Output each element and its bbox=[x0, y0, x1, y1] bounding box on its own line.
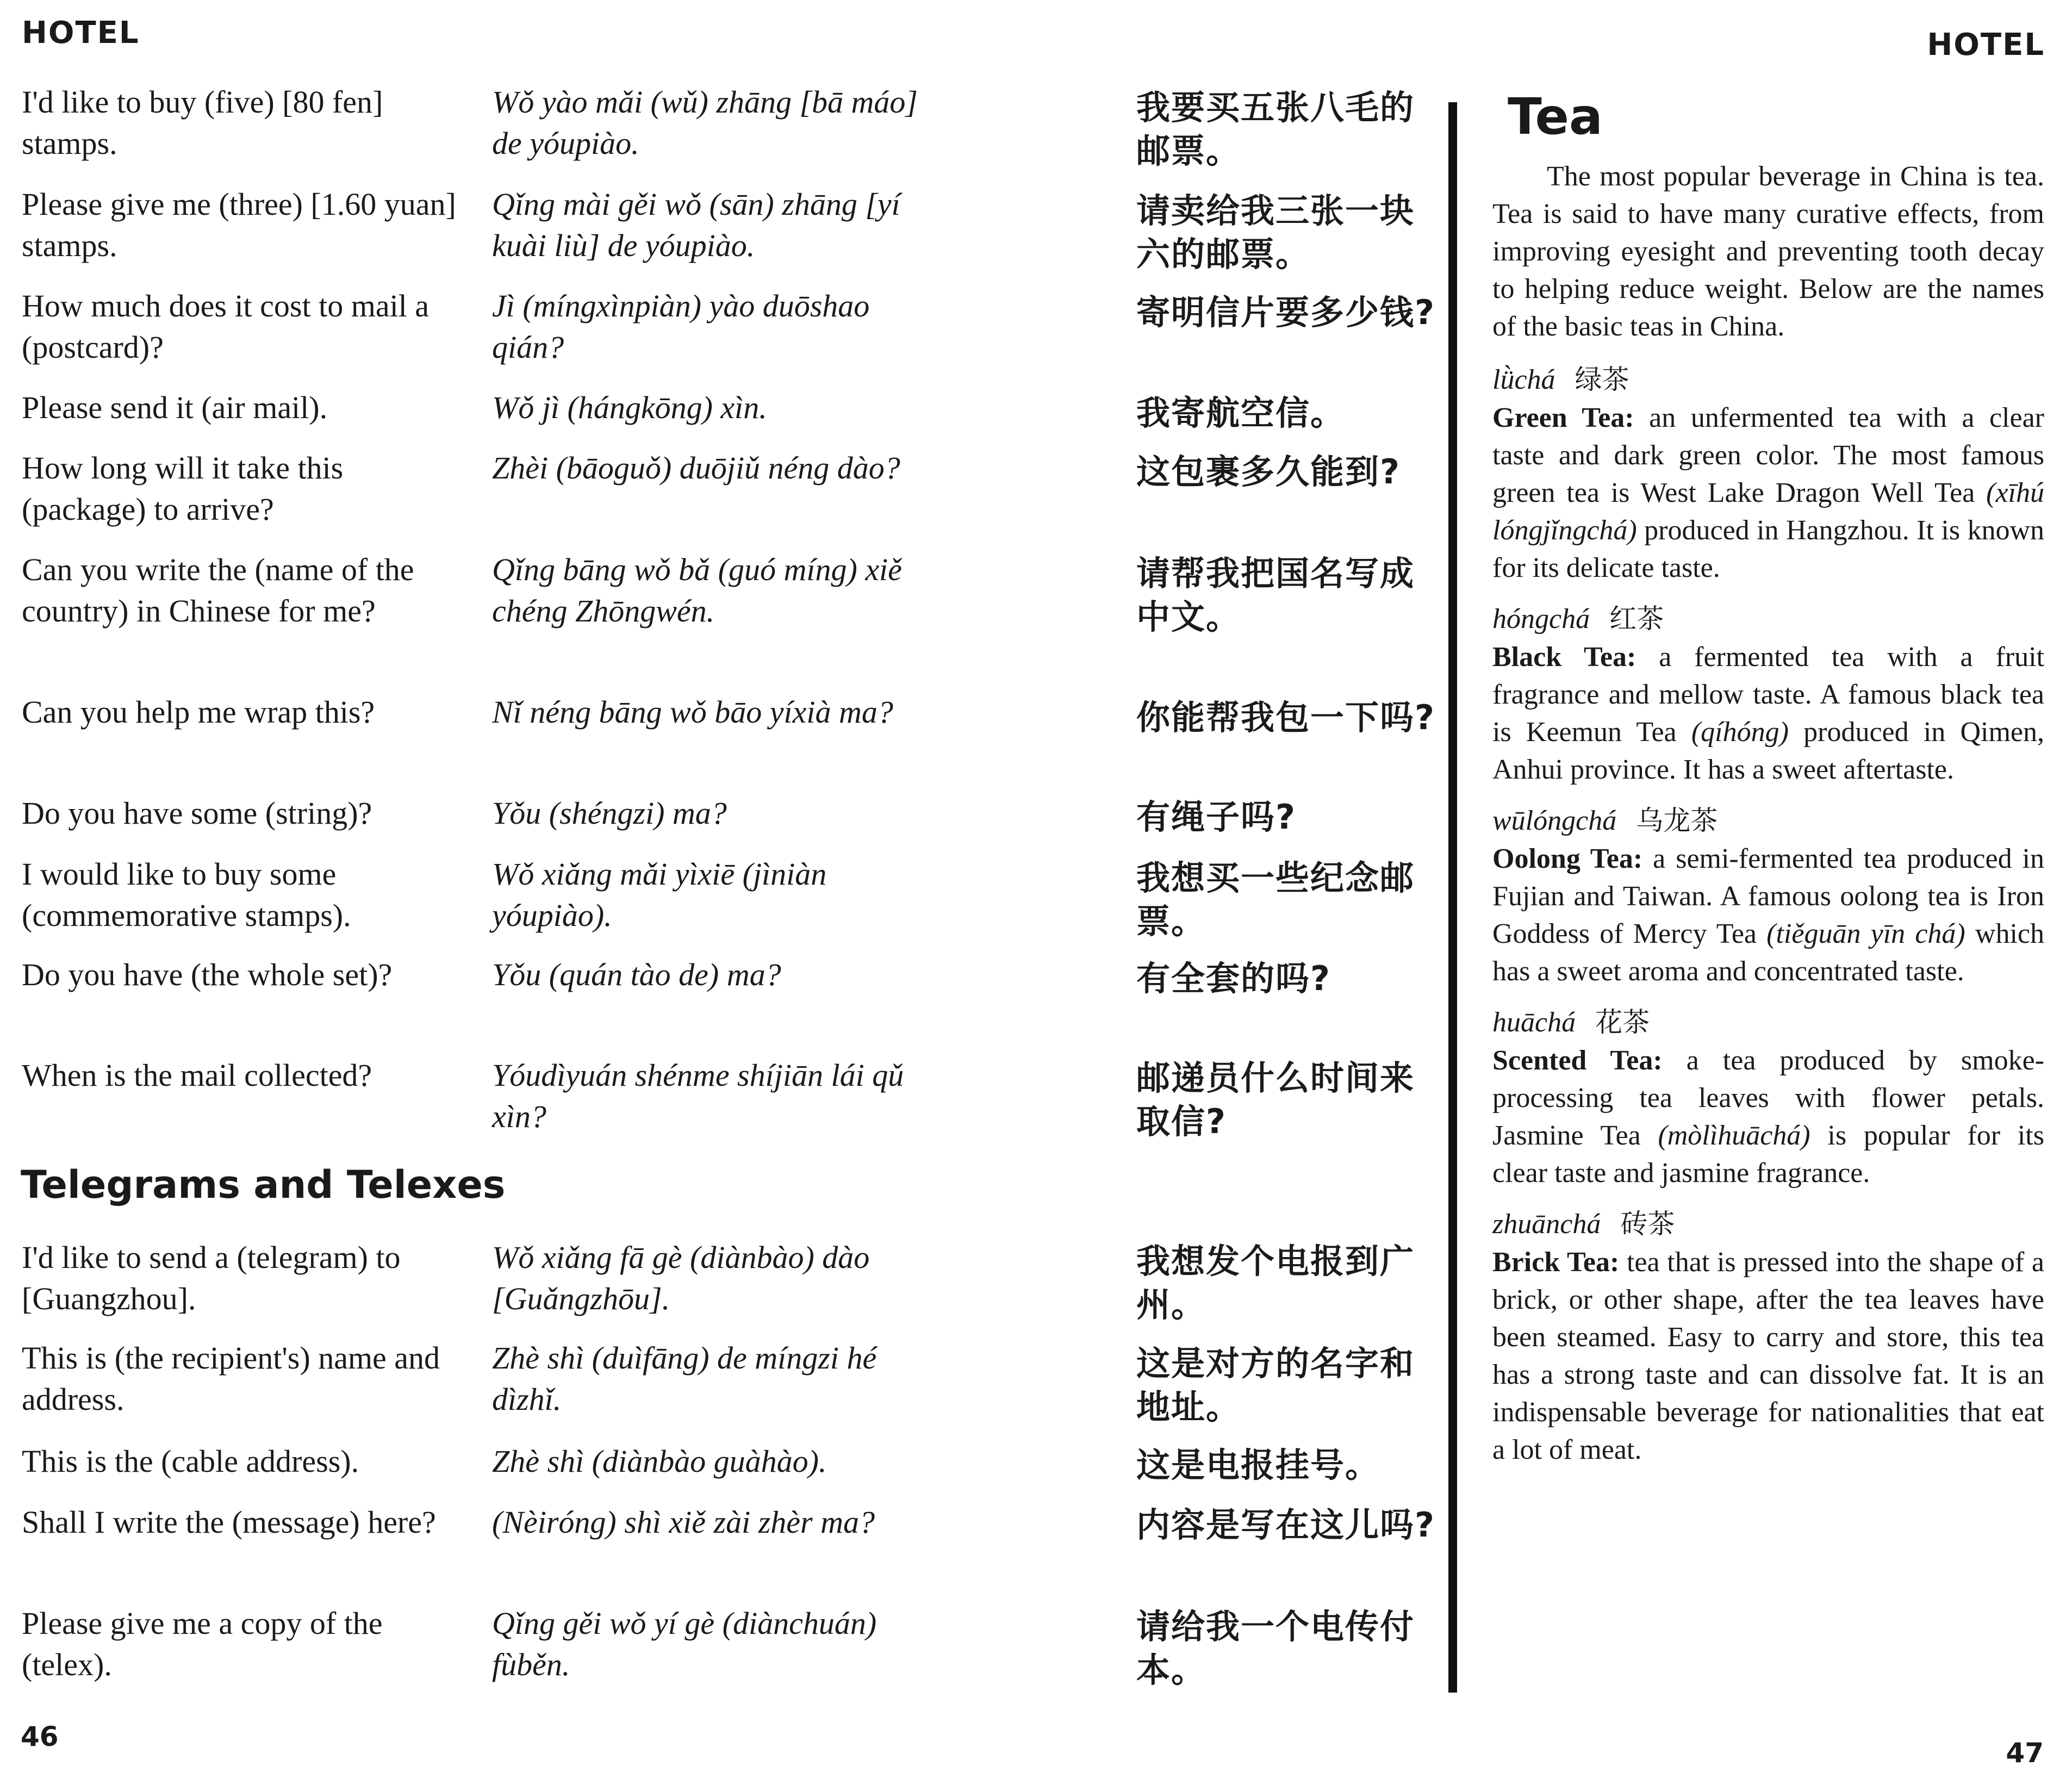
tea-desc-part: a fermented tea with a fruit fragrance and mellow taste. A famous black tea is Keemun Tea bbox=[1492, 642, 2044, 748]
english-phrase: This is (the recipient's) name and address. bbox=[22, 1340, 440, 1417]
tea-desc-italic: (xīhú lóngjǐngchá) bbox=[1492, 477, 2044, 546]
chinese-phrase: 有绳子吗? bbox=[1136, 797, 1296, 837]
tea-pinyin: huāchá bbox=[1492, 1007, 1576, 1038]
tea-term: Oolong Tea: bbox=[1492, 843, 1643, 874]
tea-description bbox=[1492, 1243, 2044, 1469]
tea-name-line bbox=[1492, 1003, 2044, 1042]
tea-hanzi: 乌龙茶 bbox=[1636, 805, 1718, 836]
pinyin-phrase: Wǒ xiǎng fā gè (diànbào) dào [Guǎngzhōu]. bbox=[492, 1240, 870, 1316]
english-phrase: Please send it (air mail). bbox=[22, 390, 328, 425]
tea-desc-italic: (tiěguān yīn chá) bbox=[1766, 918, 1965, 949]
tea-term: Black Tea: bbox=[1492, 642, 1637, 673]
tea-pinyin: wūlóngchá bbox=[1492, 805, 1617, 836]
tea-entry-brick bbox=[1492, 1205, 2044, 1469]
english-phrase: Please give me (three) [1.60 yuan] stamps. bbox=[22, 186, 456, 263]
tea-name-line bbox=[1492, 600, 2044, 638]
tea-desc-part: a semi-fermented tea produced in Fujian and Taiwan. A famous oolong tea is Iron Goddess of Mercy Tea bbox=[1492, 843, 2044, 949]
chinese-phrase: 请给我一个电传付本。 bbox=[1136, 1607, 1415, 1690]
chinese-phrase: 我想发个电报到广州。 bbox=[1136, 1241, 1415, 1324]
english-phrase: When is the mail collected? bbox=[22, 1058, 372, 1093]
tea-entry-scented bbox=[1492, 1003, 2044, 1192]
chinese-phrase: 我寄航空信。 bbox=[1136, 393, 1346, 433]
tea-description bbox=[1492, 399, 2044, 587]
tea-desc-italic: (qíhóng) bbox=[1691, 717, 1789, 748]
pinyin-phrase: Zhè shì (duìfāng) de míngzi hé dìzhǐ. bbox=[492, 1340, 877, 1417]
pinyin-phrase: Yǒu (quán tào de) ma? bbox=[492, 957, 781, 992]
tea-title: Tea bbox=[1508, 88, 1603, 146]
page-number-right: 47 bbox=[2006, 1737, 2044, 1769]
english-phrase: Can you help me wrap this? bbox=[22, 694, 375, 730]
chinese-phrase: 你能帮我包一下吗? bbox=[1136, 698, 1435, 737]
pinyin-phrase: Qǐng gěi wǒ yí gè (diànchuán) fùběn. bbox=[492, 1606, 877, 1682]
english-phrase: Please give me a copy of the (telex). bbox=[22, 1606, 383, 1682]
tea-name-line bbox=[1492, 360, 2044, 399]
tea-desc-part: is popular for its clear taste and jasmine fragrance. bbox=[1492, 1120, 2044, 1189]
pinyin-phrase: Qǐng mài gěi wǒ (sān) zhāng [yí kuài liù] de yóupiào. bbox=[492, 186, 900, 263]
tea-term: Brick Tea: bbox=[1492, 1247, 1620, 1278]
tea-entry-oolong bbox=[1492, 801, 2044, 990]
tea-desc-part: an unfermented tea with a clear taste and dark green color. The most famous green tea is West Lake Dragon Well Tea bbox=[1492, 402, 2044, 508]
section-heading: Telegrams and Telexes bbox=[21, 1162, 506, 1207]
tea-desc-part: which has a sweet aroma and concentrated taste. bbox=[1492, 918, 2044, 987]
chinese-phrase: 这是对方的名字和地址。 bbox=[1136, 1344, 1415, 1427]
chinese-phrase: 寄明信片要多少钱? bbox=[1136, 293, 1435, 332]
pinyin-phrase: Jì (míngxìnpiàn) yào duōshao qián? bbox=[492, 288, 870, 365]
tea-entry-green bbox=[1492, 360, 2044, 587]
chinese-phrase: 内容是写在这儿吗? bbox=[1136, 1505, 1435, 1545]
english-phrase: I'd like to buy (five) [80 fen] stamps. bbox=[22, 84, 383, 161]
english-phrase: Do you have some (string)? bbox=[22, 795, 372, 831]
english-phrase: Shall I write the (message) here? bbox=[22, 1504, 436, 1540]
running-head-left: HOTEL bbox=[22, 15, 140, 51]
tea-description bbox=[1492, 1042, 2044, 1192]
tea-term: Green Tea: bbox=[1492, 402, 1634, 433]
tea-pinyin: lǜchá bbox=[1492, 364, 1555, 395]
pinyin-phrase: Wǒ xiǎng mǎi yìxiē (jìniàn yóupiào). bbox=[492, 856, 827, 933]
tea-intro: The most popular beverage in China is tea. Tea is said to have many curative effects, from improving eyesight and preventing tooth decay to helping reduce weight. Below are the names of the basic teas in China. bbox=[1492, 161, 2044, 342]
pinyin-phrase: Wǒ yào mǎi (wǔ) zhāng [bā máo] de yóupiào. bbox=[492, 84, 918, 161]
tea-sidebar bbox=[1492, 87, 2044, 1482]
chinese-phrase: 这包裹多久能到? bbox=[1136, 452, 1401, 492]
pinyin-phrase: Nǐ néng bāng wǒ bāo yíxià ma? bbox=[492, 694, 893, 730]
tea-desc-part: a tea produced by smoke-processing tea leaves with flower petals. Jasmine Tea bbox=[1492, 1045, 2044, 1151]
english-phrase: Can you write the (name of the country) in Chinese for me? bbox=[22, 552, 414, 629]
pinyin-phrase: (Nèiróng) shì xiě zài zhèr ma? bbox=[492, 1504, 875, 1540]
english-phrase: I would like to buy some (commemorative stamps). bbox=[22, 856, 351, 933]
english-phrase: I'd like to send a (telegram) to [Guangzhou]. bbox=[22, 1240, 401, 1316]
tea-description bbox=[1492, 638, 2044, 788]
tea-pinyin: zhuānchá bbox=[1492, 1209, 1601, 1240]
pinyin-phrase: Yǒu (shéngzi) ma? bbox=[492, 795, 727, 831]
english-phrase: How much does it cost to mail a (postcard)? bbox=[22, 288, 430, 365]
tea-hanzi: 红茶 bbox=[1609, 603, 1664, 635]
chinese-phrase: 这是电报挂号。 bbox=[1136, 1445, 1380, 1485]
page-number-left: 46 bbox=[21, 1721, 59, 1752]
tea-hanzi: 绿茶 bbox=[1575, 364, 1629, 395]
chinese-phrase: 我要买五张八毛的邮票。 bbox=[1136, 88, 1415, 171]
tea-hanzi: 砖茶 bbox=[1620, 1208, 1675, 1240]
tea-name-line bbox=[1492, 1205, 2044, 1243]
english-phrase: This is the (cable address). bbox=[22, 1444, 359, 1479]
chinese-phrase: 邮递员什么时间来取信? bbox=[1136, 1058, 1415, 1141]
chinese-phrase: 请卖给我三张一块六的邮票。 bbox=[1136, 191, 1415, 274]
tea-name-line bbox=[1492, 801, 2044, 840]
tea-description bbox=[1492, 840, 2044, 990]
tea-desc-part: produced in Hangzhou. It is known for its delicate taste. bbox=[1492, 515, 2044, 583]
tea-hanzi: 花茶 bbox=[1595, 1006, 1650, 1038]
english-phrase: Do you have (the whole set)? bbox=[22, 957, 393, 992]
english-phrase: How long will it take this (package) to arrive? bbox=[22, 450, 344, 527]
tea-desc-italic: (mòlìhuāchá) bbox=[1658, 1120, 1810, 1151]
pinyin-phrase: Zhèi (bāoguǒ) duōjiǔ néng dào? bbox=[492, 450, 900, 486]
tea-term: Scented Tea: bbox=[1492, 1045, 1663, 1076]
tea-desc-part: tea that is pressed into the shape of a brick, or other shape, after the tea leaves have been steamed. Easy to carry and store, this tea has a strong taste and can dissolve fat. It is an indispensable beverage for nationalities that eat a lot of meat. bbox=[1492, 1247, 2044, 1465]
tea-pinyin: hóngchá bbox=[1492, 604, 1590, 635]
tea-desc-part: produced in Qimen, Anhui province. It has a sweet aftertaste. bbox=[1492, 717, 2044, 785]
pinyin-phrase: Qǐng bāng wǒ bǎ (guó míng) xiě chéng Zhōngwén. bbox=[492, 552, 902, 629]
pinyin-phrase: Zhè shì (diànbào guàhào). bbox=[492, 1444, 827, 1479]
tea-entry-black bbox=[1492, 600, 2044, 788]
running-head-right: HOTEL bbox=[1927, 27, 2045, 63]
chinese-phrase: 请帮我把国名写成中文。 bbox=[1136, 553, 1415, 637]
pinyin-phrase: Wǒ jì (hángkōng) xìn. bbox=[492, 390, 767, 425]
chinese-phrase: 有全套的吗? bbox=[1136, 959, 1331, 998]
pinyin-phrase: Yóudìyuán shénme shíjiān lái qǔ xìn? bbox=[492, 1058, 904, 1134]
chinese-phrase: 我想买一些纪念邮票。 bbox=[1136, 858, 1415, 941]
